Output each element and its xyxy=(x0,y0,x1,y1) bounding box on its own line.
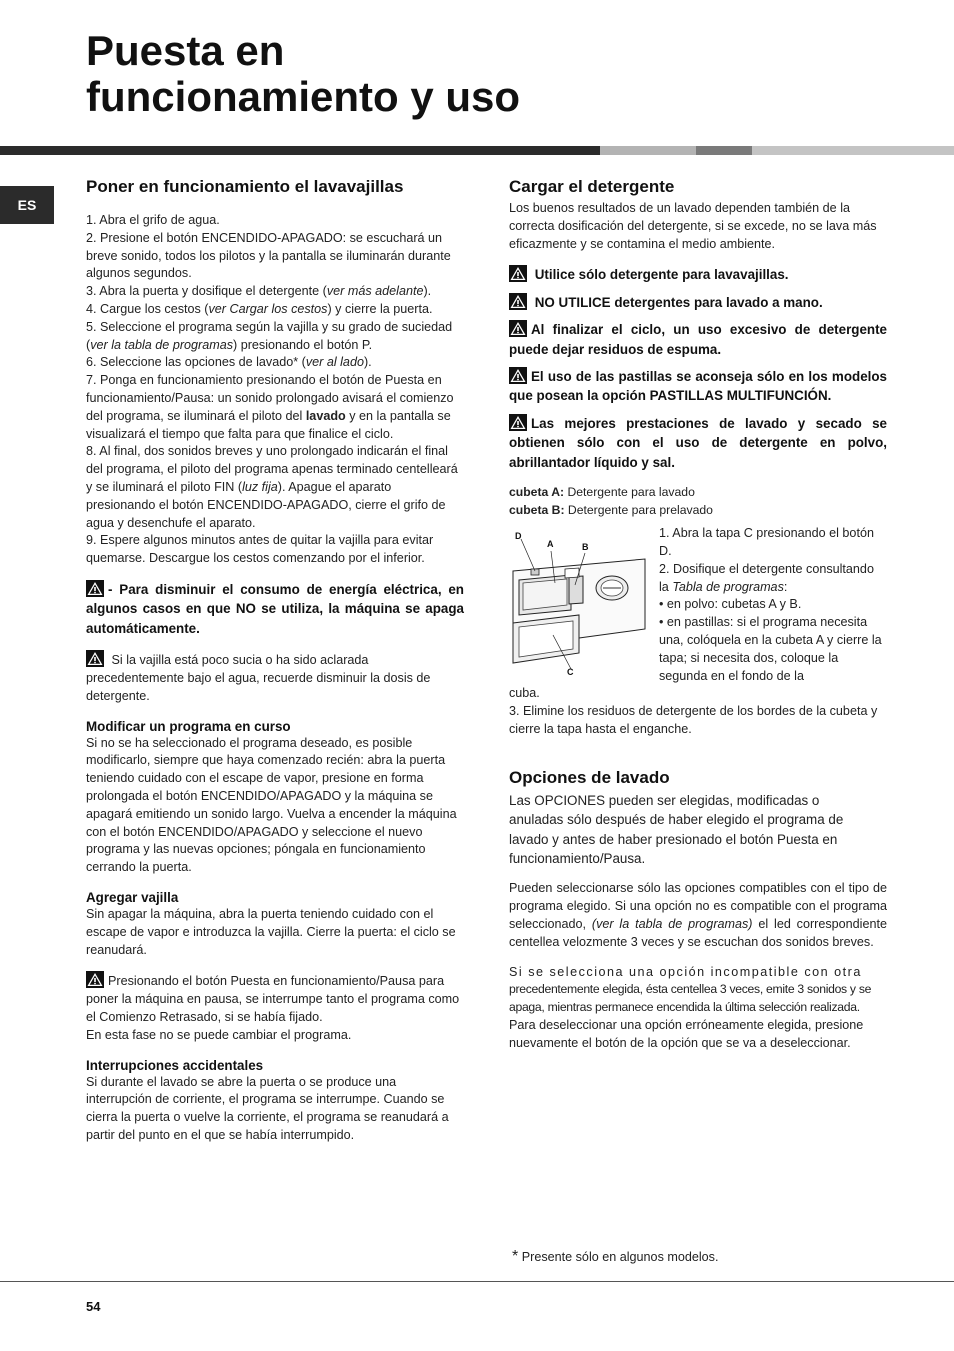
dispenser-instructions xyxy=(659,525,885,685)
detergent-intro: Los buenos resultados de un lavado dependen también de la correcta dosificación del detergente, si se excede, no se lava más eficazmente y se contamina el medio ambiente. xyxy=(509,201,877,251)
footer-rule xyxy=(0,1281,954,1282)
footnote: * Presente sólo en algunos modelos. xyxy=(512,1248,719,1265)
dispenser-step-2: 2. Dosifique el detergente consultando la Tabla de programas: xyxy=(659,561,874,594)
page-number: 54 xyxy=(86,1299,101,1314)
detergent-dispenser-section xyxy=(509,525,887,685)
section-heading-detergent: Cargar el detergente xyxy=(509,177,675,196)
step-2: 2. Presione el botón ENCENDIDO-APAGADO: se escuchará un breve sonido, todos los pilotos y la pantalla se iluminarán durante algunos segundos. xyxy=(86,230,451,281)
add-text: Sin apagar la máquina, abra la puerta teniendo cuidado con el escape de vapor e introduzca la vajilla. Cierre la puerta: el ciclo se reanudará. xyxy=(86,906,456,957)
section-heading-start: Poner en funcionamiento el lavavajillas xyxy=(86,177,404,196)
section-heading-options: Opciones de lavado xyxy=(509,767,670,787)
detergent-warning-3: Al finalizar el ciclo, un uso excesivo de detergente puede dejar residuos de espuma. xyxy=(509,322,887,357)
modify-heading: Modificar un programa en curso xyxy=(86,718,291,734)
energy-warning: - Para disminuir el consumo de energía eléctrica, en algunos casos en que NO se utiliza, la máquina se apaga automáticamente. xyxy=(86,581,464,636)
dispenser-step-1: 1. Abra la tapa C presionando el botón D. xyxy=(659,526,874,559)
dispenser-bullet-2: • en pastillas: si el programa necesita una, colóquela en la cubeta A y cierre la tapa; si necesita dos, coloque la segunda en el fondo de la xyxy=(659,615,882,683)
dispenser-bullet-1: • en polvo: cubetas A y B. xyxy=(659,597,802,612)
pause-note: Presionando el botón Puesta en funcionamiento/Pausa para poner la máquina en pausa, se interrumpe tanto el programa como el Comienzo Retrasado, si se había fijado. xyxy=(86,971,464,1026)
cubeta-a: cubeta A: Detergente para lavado xyxy=(509,485,695,500)
warning-triangle-icon xyxy=(509,367,527,384)
left-column xyxy=(86,176,464,1145)
page-title xyxy=(86,28,520,120)
header-rule-light xyxy=(600,146,696,155)
modify-text: Si no se ha seleccionado el programa deseado, es posible modificarlo, siempre que haya comenzado recién: abra la puerta teniendo cuidado con el escape de vapor, presione en forma prolongada el botón ENCENDIDO/APAGADO y la máquina se apagará emitiendo un sonido largo. Vuelva a encender la máquina con el botón ENCENDIDO/APAGADO y seleccione el nuevo programa y las nuevas opciones; póngala en funcionamiento cerrando la puerta. xyxy=(86,735,457,875)
detergent-warning-4: El uso de las pastillas se aconseja sólo en los modelos que posean la opción PASTILLAS MULTIFUNCIÓN. xyxy=(509,369,887,404)
diagram-label-b: B xyxy=(582,542,589,553)
pause-note-2: En esta fase no se puede cambiar el programa. xyxy=(86,1027,352,1042)
detergent-dispenser-diagram xyxy=(509,525,659,675)
step-9: 9. Espere algunos minutos antes de quitar la vajilla para evitar quemarse. Descargue los cestos comenzando por el inferior. xyxy=(86,533,434,566)
dispenser-bullet-2-end: cuba. xyxy=(509,686,540,701)
options-paragraph-4: Para deseleccionar una opción erróneamente elegida, presione nuevamente el botón de la opción que se va a deseleccionar. xyxy=(509,1018,864,1050)
warning-triangle-icon xyxy=(86,650,104,667)
step-5: 5. Seleccione el programa según la vajilla y su grado de suciedad (ver la tabla de programas) presionando el botón P. xyxy=(86,319,453,352)
right-column xyxy=(509,176,887,1053)
detergent-warning-2: NO UTILICE detergentes para lavado a mano. xyxy=(509,293,887,312)
add-heading: Agregar vajilla xyxy=(86,889,179,905)
language-tab: ES xyxy=(0,186,54,224)
warning-triangle-icon xyxy=(509,265,527,282)
interrupt-heading: Interrupciones accidentales xyxy=(86,1057,264,1073)
header-rule-dark xyxy=(0,146,600,155)
header-rule-light-end xyxy=(752,146,954,155)
detergent-warning-1: Utilice sólo detergente para lavavajillas. xyxy=(509,265,887,284)
step-8: 8. Al final, dos sonidos breves y uno prolongado indicarán el final del programa, el piloto del programa apenas terminado centelleará y se iluminará el piloto FIN (luz fija). Apague el aparato presionando el botón ENCENDIDO-APAGADO, cierre el grifo de agua y desenchufe el aparato. xyxy=(86,444,458,530)
step-1: 1. Abra el grifo de agua. xyxy=(86,213,220,227)
interrupt-text: Si durante el lavado se abre la puerta o se produce una interrupción de corriente, el programa se interrumpe. Cuando se cierra la puerta o vuelve la corriente, el programa se reanudará a partir del punto en el que se había interrumpido. xyxy=(86,1074,449,1142)
step-4: 4. Cargue los cestos (ver Cargar los cestos) y cierre la puerta. xyxy=(86,301,433,316)
warning-triangle-icon xyxy=(86,971,104,988)
dispenser-step-3: 3. Elimine los residuos de detergente de los bordes de la cubeta y cierre la tapa hasta el enganche. xyxy=(509,704,878,736)
options-paragraph-2: Pueden seleccionarse sólo las opciones compatibles con el tipo de programa elegido. Si una opción no es compatible con el programa seleccionado, (ver la tabla de programas) el led correspondiente centellea velozmente 3 veces y se escuchan dos sonidos breves. xyxy=(509,881,887,949)
cubeta-b: cubeta B: Detergente para prelavado xyxy=(509,502,713,517)
warning-triangle-icon xyxy=(509,293,527,310)
page-title-line-1: Puesta en xyxy=(86,27,285,74)
detergent-warning-5: Las mejores prestaciones de lavado y secado se obtienen sólo con el uso de detergente en polvo, abrillantador líquido y sal. xyxy=(509,415,887,470)
page-title-line-2: funcionamiento y uso xyxy=(86,73,521,120)
step-7: 7. Ponga en funcionamiento presionando el botón de Puesta en funcionamiento/Pausa: un sonido prolongado avisará el comienzo del programa, se iluminará el piloto del lavado y en la pantalla se visualizará el tiempo que falta para que finalice el ciclo. xyxy=(86,373,454,441)
warning-triangle-icon xyxy=(509,320,527,337)
step-3: 3. Abra la puerta y dosifique el detergente (ver más adelante). xyxy=(86,284,432,299)
header-rule-mid xyxy=(696,146,752,155)
diagram-label-d: D xyxy=(515,531,522,542)
diagram-label-c: C xyxy=(567,667,574,676)
step-6: 6. Seleccione las opciones de lavado* (ver al lado). xyxy=(86,355,372,370)
dirty-note: Si la vajilla está poco sucia o ha sido aclarada precedentemente bajo el agua, recuerde disminuir la dosis de detergente. xyxy=(86,650,464,705)
warning-triangle-icon xyxy=(86,580,104,597)
options-intro: Las OPCIONES pueden ser elegidas, modificadas o anuladas sólo después de haber elegido el programa de lavado y antes de haber presionado el botón Puesta en funcionamiento/Pausa. xyxy=(509,792,844,867)
options-paragraph-3: Si se selecciona una opción incompatible con otra precedentemente elegida, ésta centellea 3 veces, emite 3 sonidos y se apaga, mientras permanece encendida la última selección realizada. xyxy=(509,964,872,1015)
warning-triangle-icon xyxy=(509,414,527,431)
diagram-label-a: A xyxy=(547,539,554,550)
